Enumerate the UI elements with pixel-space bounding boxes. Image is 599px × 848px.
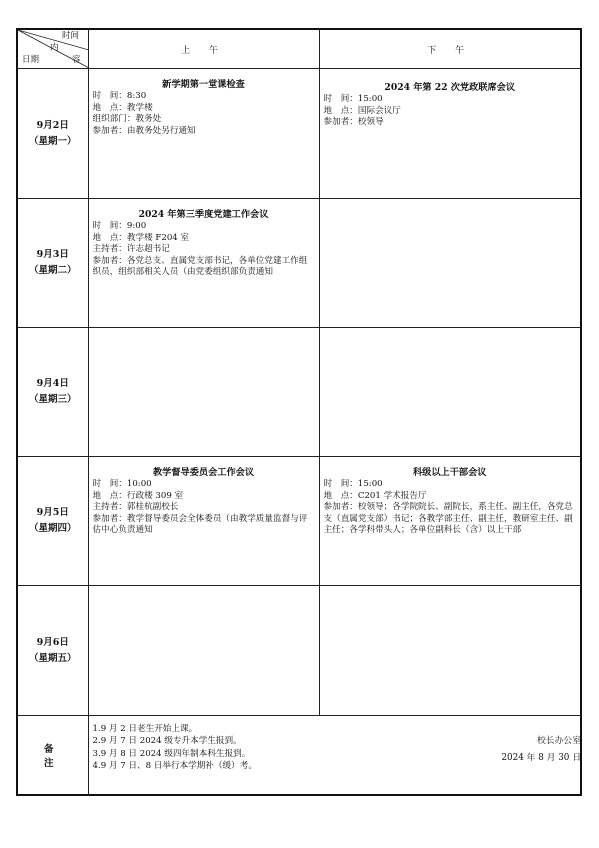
event-line: 时 间：10:00 [92, 479, 152, 490]
am-event-cell [88, 328, 319, 457]
weekday-label: （星期二） [28, 265, 77, 276]
corner-date-label: 日期 [22, 55, 40, 65]
event-line: 组织部门：教务处 [92, 114, 162, 125]
date-label: 9月2日 [36, 119, 69, 131]
am-column-header: 上 午 [88, 29, 319, 69]
pm-column-header: 下 午 [319, 29, 581, 69]
am-event-cell [88, 457, 319, 586]
issuing-office: 校长办公室 [537, 736, 581, 746]
date-label: 9月4日 [36, 378, 69, 389]
event-line: 参加者：教学督导委员会全体委员（由教学质量监督与评估中心负责通知 [92, 513, 308, 536]
event-line: 地 点：教学楼 F204 室 [92, 232, 190, 243]
issue-date: 2024 年 8 月 30 日 [501, 753, 581, 763]
corner-time-label: 时间 [62, 31, 80, 41]
weekday-label: （星期四） [28, 523, 77, 534]
event-line: 地 点：C201 学术报告厅 [323, 490, 427, 501]
event-line: 参加者：校领导；各学院院长、副院长，系主任、副主任，各党总支（直属党支部）书记；各教学部主任、副主任，教研室主任、副主任；各学科带头人；各单位副科长（含）以上干部 [323, 502, 573, 536]
note-item: 1.9 月 2 日老生开始上课。 [92, 724, 198, 734]
weekly-schedule-table [16, 28, 582, 796]
date-cell [17, 199, 88, 328]
day-row [17, 199, 581, 328]
event-line: 地 点：行政楼 309 室 [92, 490, 184, 501]
day-row [17, 586, 581, 716]
event-line: 时 间：9:00 [92, 221, 147, 232]
event-title: 科级以上干部会议 [413, 467, 487, 478]
event-title: 新学期第一堂课检查 [162, 79, 245, 90]
pm-event-cell [319, 199, 581, 328]
event-line: 参加者：各党总支、直属党支部书记，各单位党建工作组织员，组织部相关人员（由党委组织部负责通知 [92, 255, 308, 278]
day-row [17, 69, 581, 199]
date-label: 9月6日 [36, 636, 69, 648]
event-title: 教学督导委员会工作会议 [152, 467, 255, 478]
weekday-label: （星期一） [28, 135, 77, 147]
am-event-cell [88, 199, 319, 328]
date-label: 9月3日 [36, 249, 69, 260]
date-label: 9月5日 [36, 507, 69, 518]
am-event-cell [88, 69, 319, 199]
date-cell [17, 328, 88, 457]
event-line: 参加者：由教务处另行通知 [92, 125, 196, 136]
event-line: 时 间：15:00 [323, 479, 383, 490]
event-line: 参加者：校领导 [323, 117, 384, 128]
day-row [17, 457, 581, 586]
pm-event-cell [319, 586, 581, 716]
corner-content-label-2: 容 [72, 55, 81, 65]
note-item: 4.9 月 7 日、8 日举行本学期补（缓）考。 [92, 760, 257, 771]
am-event-cell [88, 586, 319, 716]
date-cell [17, 69, 88, 199]
event-title: 2024 年第 22 次党政联席会议 [384, 82, 516, 93]
note-item: 2.9 月 7 日 2024 级专升本学生报到。 [92, 736, 242, 747]
event-line: 主持者：许志超书记 [92, 244, 170, 255]
event-line: 地 点：国际会议厅 [323, 105, 401, 116]
date-cell [17, 457, 88, 586]
weekday-label: （星期五） [28, 652, 77, 664]
header-row [17, 29, 581, 69]
pm-event-cell [319, 328, 581, 457]
corner-header-cell [17, 29, 88, 69]
corner-content-label-1: 内 [50, 43, 59, 53]
note-item: 3.9 月 8 日 2024 级四年制本科生报到。 [92, 748, 251, 759]
event-line: 地 点：教学楼 [92, 102, 153, 113]
notes-row [17, 716, 581, 796]
weekday-label: （星期三） [28, 394, 77, 405]
event-title: 2024 年第三季度党建工作会议 [138, 209, 269, 220]
event-line: 时 间：8:30 [92, 91, 147, 102]
event-line: 主持者：郭桂杭副校长 [92, 502, 179, 513]
notes-label: 备 注 [17, 716, 88, 796]
pm-event-cell [319, 69, 581, 199]
date-cell [17, 586, 88, 716]
pm-event-cell [319, 457, 581, 586]
event-line: 时 间：15:00 [323, 94, 383, 105]
day-row [17, 328, 581, 457]
